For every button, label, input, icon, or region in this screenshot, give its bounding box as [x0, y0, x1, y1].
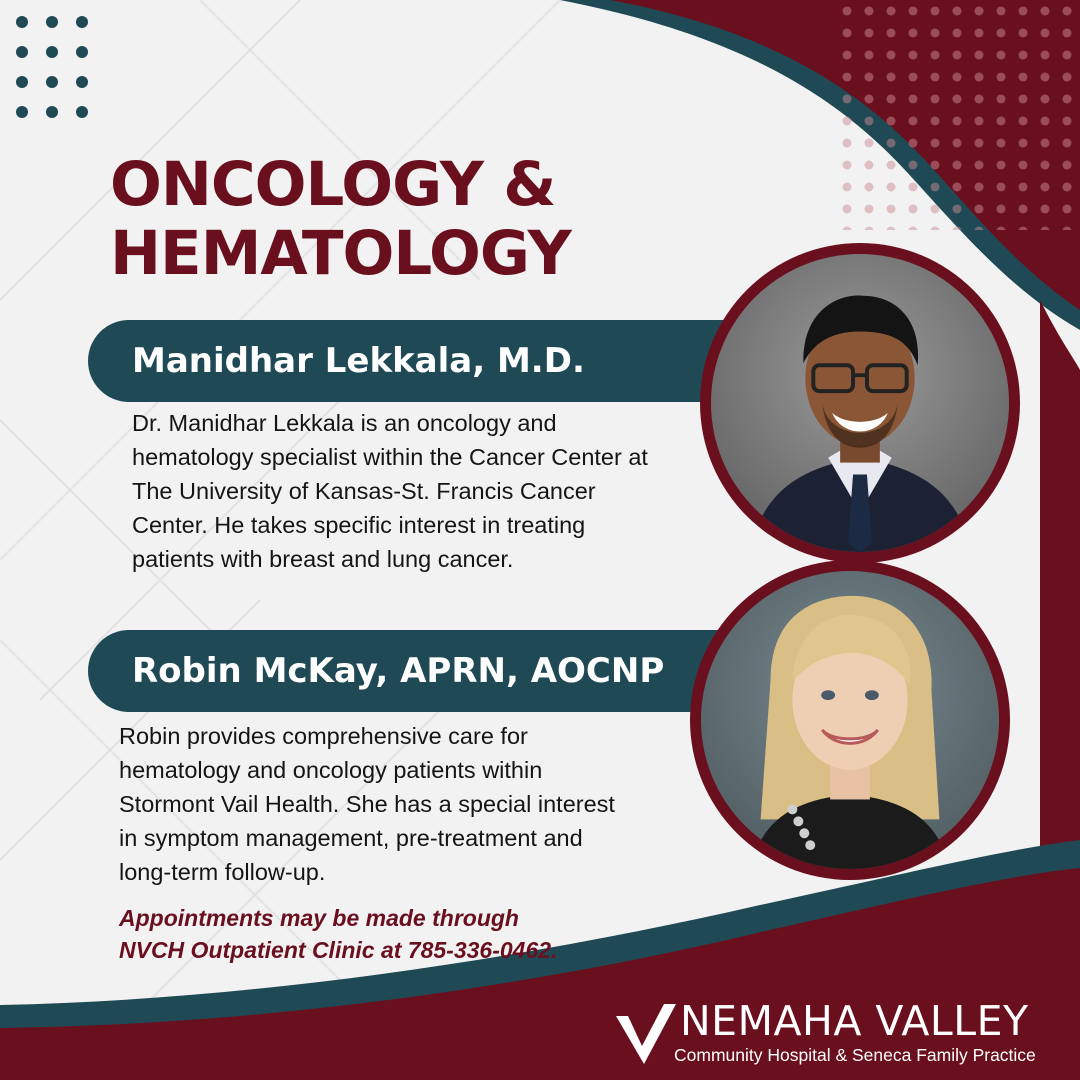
appointment-note [119, 902, 679, 966]
title-line-2: HEMATOLOGY [110, 218, 571, 289]
appointment-line-2: NVCH Outpatient Clinic at 785-336-0462. [119, 937, 558, 963]
provider-1-name: Manidhar Lekkala, M.D. [132, 341, 585, 381]
provider-1-name-bar [88, 320, 728, 402]
title-line-1: ONCOLOGY & [110, 149, 556, 220]
female-nurse-portrait-icon [701, 571, 999, 869]
provider-2-bio: Robin provides comprehensive care for hematology and oncology patients within Stormont Vail Health. She has a special interest in symptom management, pre-treatment and long-term follow-up. [119, 723, 615, 885]
nemaha-valley-logo [614, 998, 1064, 1070]
logo-name: NEMAHA VALLEY [680, 997, 1029, 1045]
provider-2-name-bar [88, 630, 728, 712]
male-doctor-portrait-icon [711, 254, 1009, 552]
provider-1-bio: Dr. Manidhar Lekkala is an oncology and hematology specialist within the Cancer Center at The University of Kansas-St. Francis Cancer Center. He takes specific interest in treating patients with breast and lung cancer. [132, 410, 648, 572]
dot-grid-decoration [14, 14, 94, 124]
page-title [110, 150, 571, 288]
provider-2-name: Robin McKay, APRN, AOCNP [132, 651, 665, 691]
provider-1-photo [700, 243, 1020, 563]
appointment-line-1: Appointments may be made through [119, 905, 519, 931]
logo-subtitle: Community Hospital & Seneca Family Practice [674, 1045, 1036, 1065]
nv-check-logo-icon [614, 1002, 678, 1066]
provider-2-photo [690, 560, 1010, 880]
